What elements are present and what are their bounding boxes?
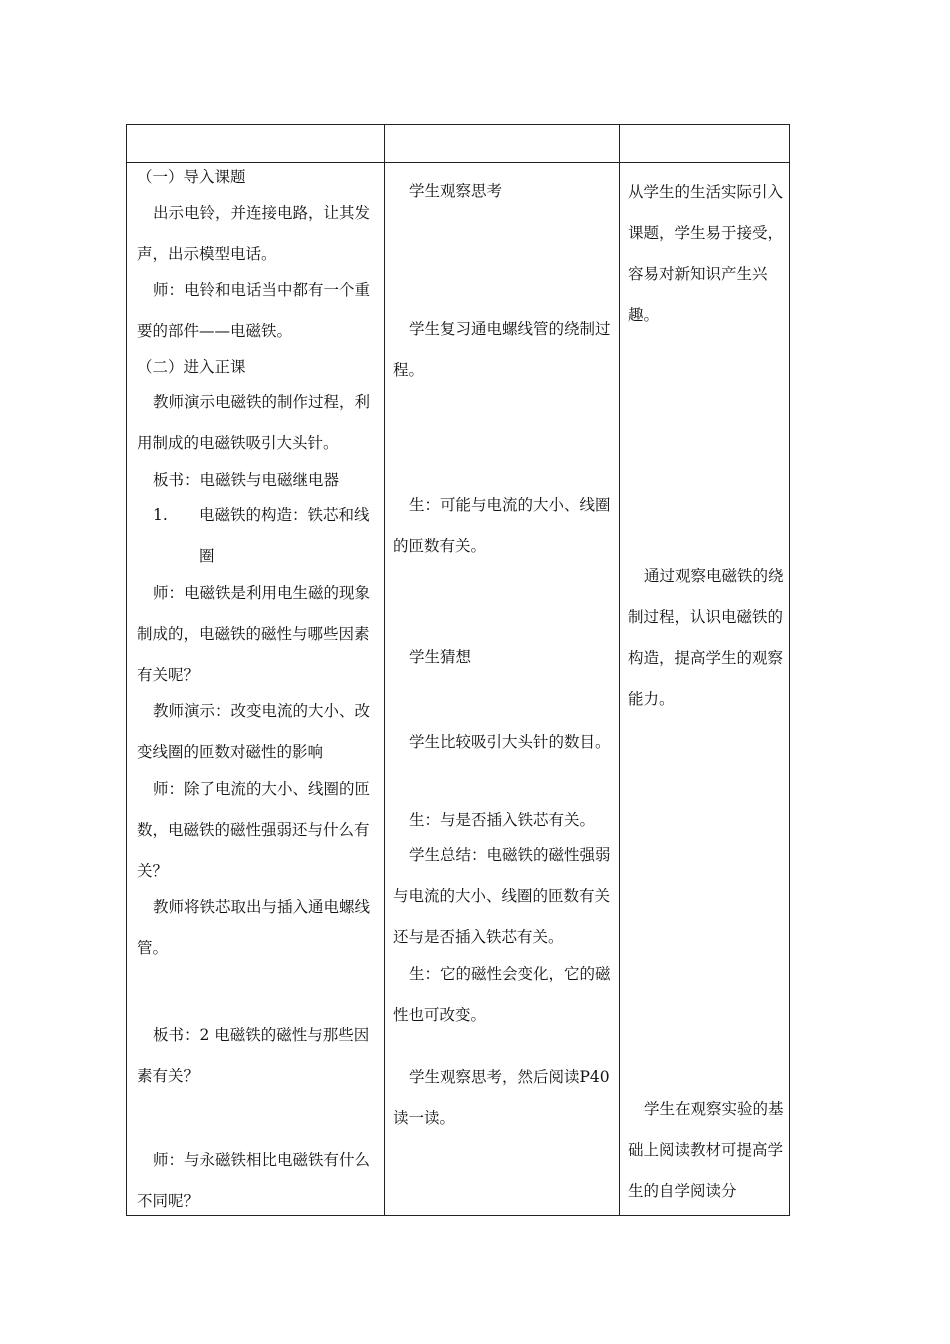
teaching-step: 教师将铁芯取出与插入通电螺线管。	[137, 898, 371, 957]
design-intent: 通过观察电磁铁的绕制过程，认识电磁铁的构造，提高学生的观察能力。	[628, 567, 784, 708]
lesson-plan-table	[126, 124, 790, 1216]
column-divider	[384, 125, 385, 1215]
teaching-step: 师：电磁铁是利用电生磁的现象制成的，电磁铁的磁性与哪些因素有关呢？	[137, 584, 371, 684]
board-writing: 板书：2 电磁铁的磁性与那些因素有关？	[137, 1026, 370, 1085]
student-activity: 学生观察思考，然后阅读P40 读一读。	[393, 1068, 610, 1127]
student-activity: 生：可能与电流的大小、线圈的匝数有关。	[393, 496, 611, 555]
student-activity: 学生猜想	[409, 648, 472, 666]
student-activity: 学生比较吸引大头针的数目。	[409, 733, 611, 751]
teaching-step: 师：除了电流的大小、线圈的匝数，电磁铁的磁性强弱还与什么有关？	[137, 780, 371, 880]
teaching-step: 师：电铃和电话当中都有一个重要的部件——电磁铁。	[137, 281, 371, 340]
board-writing: 板书：电磁铁与电磁继电器	[153, 471, 340, 489]
teaching-step: 教师演示电磁铁的制作过程，利用制成的电磁铁吸引大头针。	[137, 393, 371, 452]
list-number: 1.	[153, 506, 168, 524]
section-heading: （二）进入正课	[137, 358, 246, 376]
student-activity: 学生总结：电磁铁的磁性强弱与电流的大小、线圈的匝数有关还与是否插入铁芯有关。	[393, 846, 611, 946]
student-activity: 生：与是否插入铁芯有关。	[409, 811, 596, 829]
student-activity: 学生观察思考	[409, 182, 503, 200]
teaching-step: 师：与永磁铁相比电磁铁有什么不同呢？	[137, 1151, 371, 1210]
student-activity: 学生复习通电螺线管的绕制过程。	[393, 320, 611, 379]
design-intent: 从学生的生活实际引入课题，学生易于接受，容易对新知识产生兴趣。	[628, 183, 784, 324]
column-divider	[619, 125, 620, 1215]
board-writing: 电磁铁的构造：铁芯和线圈	[199, 506, 370, 565]
teaching-step: 出示电铃，并连接电路，让其发声，出示模型电话。	[137, 204, 371, 263]
design-intent: 学生在观察实验的基础上阅读教材可提高学生的自学阅读分	[628, 1100, 784, 1200]
student-activity: 生：它的磁性会变化，它的磁性也可改变。	[393, 965, 611, 1024]
header-row-divider	[127, 162, 789, 163]
teaching-step: 教师演示：改变电流的大小、改变线圈的匝数对磁性的影响	[137, 702, 371, 761]
section-heading: （一）导入课题	[137, 168, 246, 186]
